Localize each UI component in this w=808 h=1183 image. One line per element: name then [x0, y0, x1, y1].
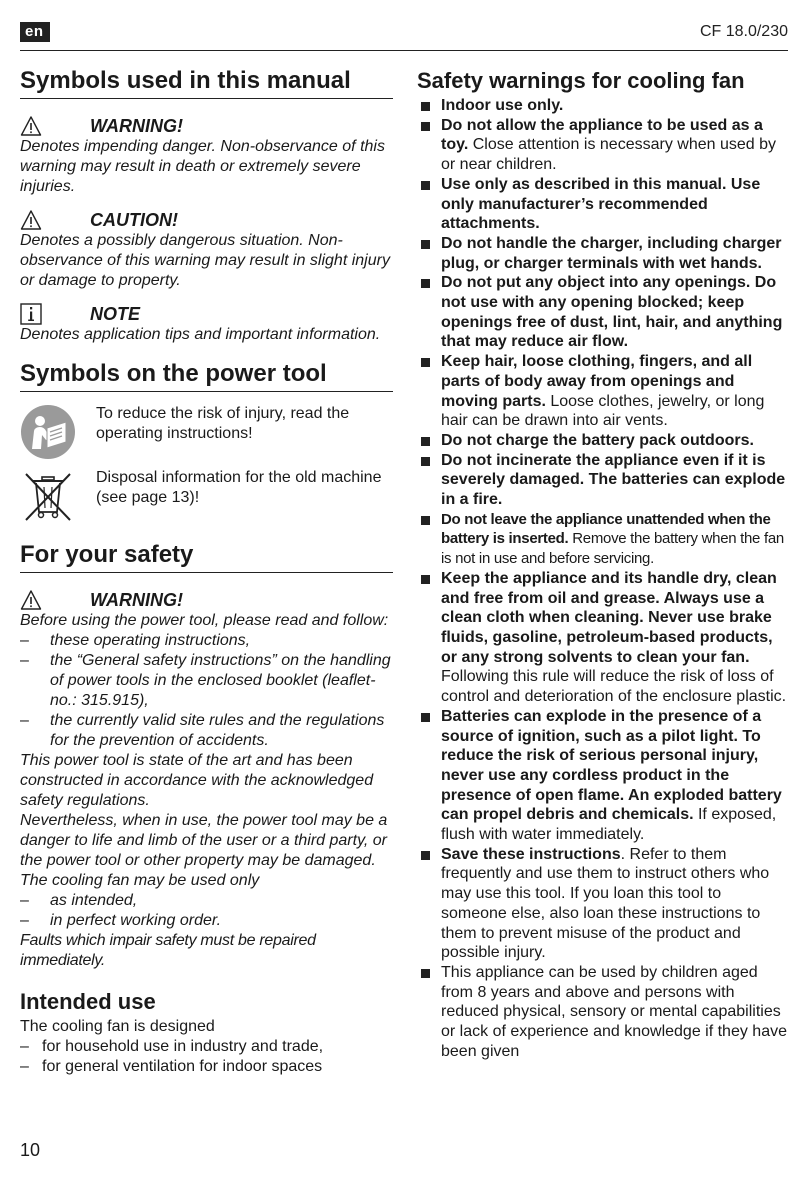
safety-intro: Before using the power tool, please read and follow:	[20, 612, 389, 629]
model-number: CF 18.0/230	[699, 23, 788, 40]
read-manual-icon	[20, 404, 76, 460]
usage-condition-item: – as intended,	[20, 892, 138, 909]
intended-use-section	[20, 987, 393, 1077]
bullet-square-icon	[421, 851, 430, 860]
caution-triangle-icon	[20, 209, 42, 231]
bullet-square-icon	[421, 240, 430, 249]
read-manual-text: To reduce the risk of injury, read the operating instructions!	[96, 405, 350, 442]
safety-paragraph: The cooling fan may be used only	[20, 872, 260, 889]
warning-item: Batteries can explode in the presence of a source of ignition, such as a pilot light. To reduce the risk of serious personal injury, never use any cordless product in the presence of open flame. An exploded battery can propel debris and chemicals. If exposed, flush with water immediately.	[417, 707, 789, 845]
caution-symbol-block	[20, 209, 393, 291]
warning-description: Denotes impending danger. Non-observance of this warning may result in death or extremely severe injuries.	[20, 138, 385, 195]
safety-heading: For your safety	[20, 540, 393, 573]
warning-triangle-icon	[20, 115, 42, 137]
warning-item: Use only as described in this manual. Use only manufacturer’s recommended attachments.	[417, 175, 789, 234]
bullet-square-icon	[421, 713, 430, 722]
disposal-text: Disposal information for the old machine (see page 13)!	[96, 469, 382, 506]
read-manual-row	[20, 404, 393, 460]
usage-condition-item: – in perfect working order.	[20, 912, 222, 929]
left-column	[20, 66, 393, 1077]
warning-item: Keep the appliance and its handle dry, clean and free from oil and grease. Always use a clean cloth when cleaning. Never use brake fluids, gasoline, petroleum-based products, or any strong solvents to clean your fan. Following this rule will reduce the risk of loss of control and deterioration of the enclosure plastic.	[417, 569, 789, 707]
bullet-square-icon	[421, 437, 430, 446]
note-description: Denotes application tips and important information.	[20, 326, 381, 343]
safety-list-item: – these operating instructions,	[20, 632, 251, 649]
safety-list-item: – the “General safety instructions” on the handling of power tools in the enclosed booklet (leaflet-no.: 315.915),	[20, 652, 391, 709]
bullet-square-icon	[421, 122, 430, 131]
safety-warning-label: WARNING!	[90, 589, 183, 610]
intended-use-heading: Intended use	[20, 989, 156, 1014]
bullet-square-icon	[421, 516, 430, 525]
warning-item: Indoor use only.	[417, 96, 789, 116]
warning-label: WARNING!	[90, 115, 183, 136]
page-number: 10	[20, 1140, 41, 1160]
warning-symbol-block	[20, 115, 393, 197]
cooling-fan-warnings-heading: Safety warnings for cooling fan	[417, 68, 745, 93]
intended-use-item: – for general ventilation for indoor spaces	[20, 1058, 323, 1075]
safety-paragraph: This power tool is state of the art and has been constructed in accordance with the acknowledged safety regulations.	[20, 752, 374, 809]
right-column	[417, 66, 789, 1061]
warning-item: Keep hair, loose clothing, fingers, and all parts of body away from openings and moving parts. Loose clothes, jewelry, or long hair can be drawn into air vents.	[417, 352, 789, 431]
warning-item: Save these instructions. Refer to them frequently and use them to instruct others who may use this tool. If you loan this tool to someone else, also loan these instructions to them to prevent misuse of the product and possible injury.	[417, 845, 789, 963]
warning-item: Do not incinerate the appliance even if it is severely damaged. The batteries can explode in a fire.	[417, 451, 789, 510]
intended-use-item: – for household use in industry and trade,	[20, 1038, 324, 1055]
info-icon	[20, 303, 42, 325]
bullet-square-icon	[421, 457, 430, 466]
caution-description: Denotes a possibly dangerous situation. Non-observance of this warning may result in slight injury or damage to property.	[20, 232, 390, 289]
intended-use-intro: The cooling fan is designed	[20, 1018, 215, 1035]
safety-warnings-list	[417, 96, 789, 1061]
safety-paragraph: Nevertheless, when in use, the power tool may be a danger to life and limb of the user or a third party, or the power tool or other property may be damaged.	[20, 812, 388, 869]
warning-item: Do not charge the battery pack outdoors.	[417, 431, 789, 451]
bullet-square-icon	[421, 358, 430, 367]
disposal-row	[20, 468, 393, 524]
language-badge: en	[20, 22, 50, 42]
crossed-bin-icon	[20, 468, 76, 524]
safety-warning-block	[20, 589, 393, 971]
warning-item: Do not put any object into any openings. Do not use with any opening blocked; keep openings free of dust, lint, hair, and anything that may reduce air flow.	[417, 273, 789, 352]
bullet-square-icon	[421, 102, 430, 111]
warning-triangle-icon	[20, 589, 42, 611]
warning-item: This appliance can be used by children aged from 8 years and above and persons with reduced physical, sensory or mental capabilities or lack of experience and knowledge if they have been given	[417, 963, 789, 1062]
symbols-manual-heading: Symbols used in this manual	[20, 66, 393, 99]
note-symbol-block	[20, 303, 393, 345]
bullet-square-icon	[421, 181, 430, 190]
page-header	[20, 20, 788, 51]
bullet-square-icon	[421, 279, 430, 288]
warning-item: Do not allow the appliance to be used as a toy. Close attention is necessary when used by or near children.	[417, 116, 789, 175]
safety-list-item: – the currently valid site rules and the regulations for the prevention of accidents.	[20, 712, 385, 749]
symbols-tool-heading: Symbols on the power tool	[20, 359, 393, 392]
caution-label: CAUTION!	[90, 209, 178, 230]
safety-paragraph: Faults which impair safety must be repaired immediately.	[20, 932, 316, 969]
warning-item: Do not handle the charger, including charger plug, or charger terminals with wet hands.	[417, 234, 789, 273]
bullet-square-icon	[421, 575, 430, 584]
bullet-square-icon	[421, 969, 430, 978]
warning-item: Do not leave the appliance unattended when the battery is inserted. Remove the battery when the fan is not in use and before servicing.	[417, 510, 789, 569]
note-label: NOTE	[90, 303, 141, 324]
